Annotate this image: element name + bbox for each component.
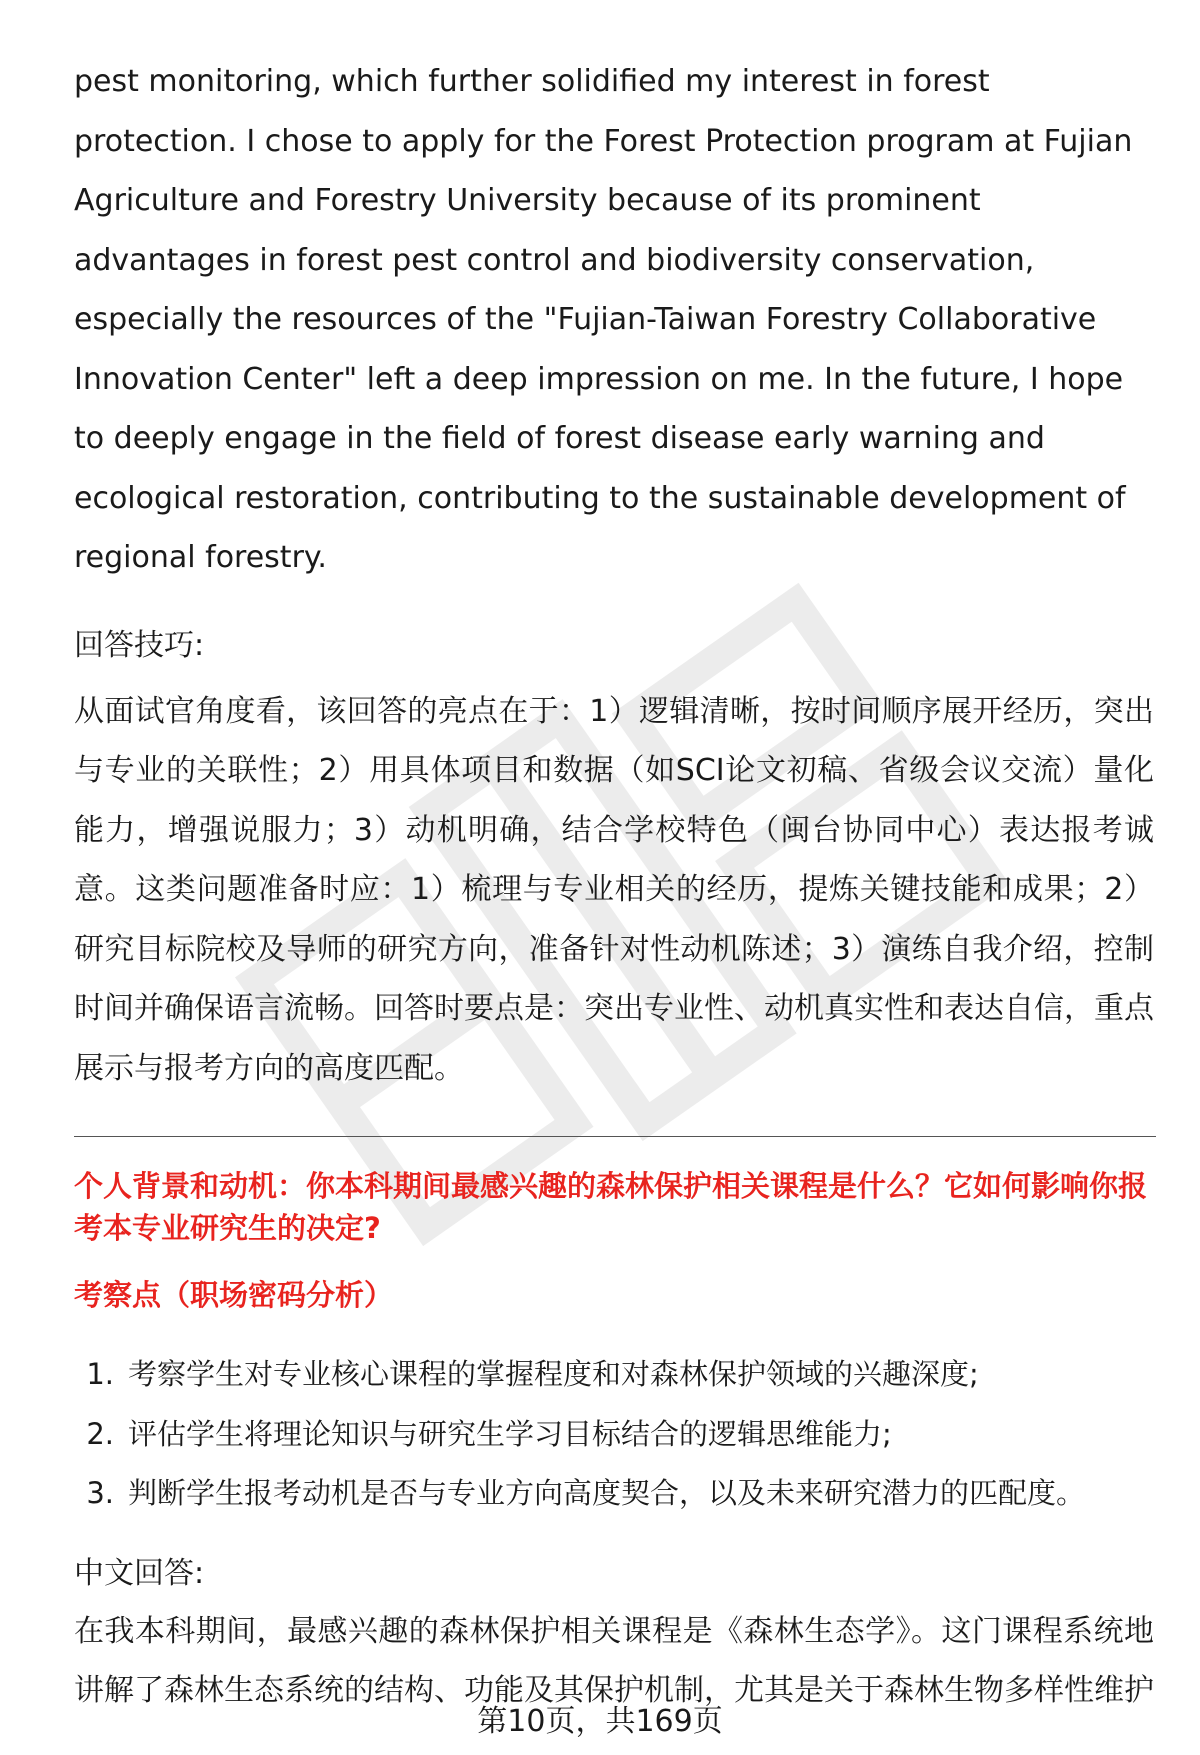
- list-item: [74, 1405, 1154, 1465]
- exam-points-list: [74, 1345, 1154, 1524]
- document-page: [74, 52, 1154, 1721]
- page-number-footer: 第10页，共169页: [477, 1704, 723, 1739]
- question-heading: 个人背景和动机：你本科期间最感兴趣的森林保护相关课程是什么？它如何影响你报考本专业研究生的决定?: [74, 1169, 1148, 1245]
- tips-label: 回答技巧:: [74, 627, 205, 663]
- chinese-answer-paragraph: 在我本科期间，最感兴趣的森林保护相关课程是《森林生态学》。这门课程系统地讲解了森林生态系统的结构、功能及其保护机制，尤其是关于森林生物多样性维护: [74, 1613, 1154, 1708]
- exam-points-title: 考察点（职场密码分析）: [74, 1278, 394, 1312]
- list-item: [74, 1345, 1154, 1405]
- list-item-text: 判断学生报考动机是否与专业方向高度契合，以及未来研究潜力的匹配度。: [128, 1476, 1086, 1510]
- chinese-answer-label: 中文回答:: [74, 1555, 205, 1591]
- list-item-text: 考察学生对专业核心课程的掌握程度和对森林保护领域的兴趣深度;: [128, 1357, 979, 1391]
- english-answer-paragraph: pest monitoring, which further solidified my interest in forest protection. I chose to apply for the Forest Protection program at Fujian Agriculture and Forestry University because of its prominent advantages in forest pest control and biodiversity conservation, especially the resources of the "Fujian-Taiwan Forestry Collaborative Innovation Center" left a deep impression on me. In the future, I hope to deeply engage in the field of forest disease early warning and ecological restoration, contributing to the sustainable development of regional forestry.: [74, 64, 1133, 575]
- list-item: [74, 1464, 1154, 1524]
- section-divider: [74, 1136, 1156, 1137]
- list-item-number: 3.: [86, 1476, 114, 1510]
- tips-paragraph: 从面试官角度看，该回答的亮点在于：1）逻辑清晰，按时间顺序展开经历，突出与专业的关联性；2）用具体项目和数据（如SCI论文初稿、省级会议交流）量化能力，增强说服力；3）动机明确，结合学校特色（闽台协同中心）表达报考诚意。这类问题准备时应：1）梳理与专业相关的经历，提炼关键技能和成果；2）研究目标院校及导师的研究方向，准备针对性动机陈述；3）演练自我介绍，控制时间并确保语言流畅。回答时要点是：突出专业性、动机真实性和表达自信，重点展示与报考方向的高度匹配。: [74, 693, 1154, 1086]
- list-item-number: 2.: [86, 1416, 114, 1451]
- list-item-number: 1.: [86, 1357, 114, 1391]
- list-item-text: 评估学生将理论知识与研究生学习目标结合的逻辑思维能力;: [128, 1416, 892, 1451]
